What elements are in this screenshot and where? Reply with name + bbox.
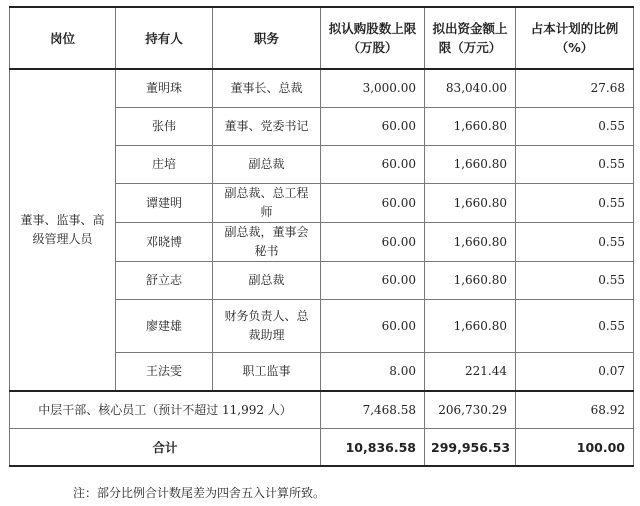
middle-staff-label: 中层干部、核心员工（预计不超过 11,992 人） — [10, 391, 321, 429]
holdings-table — [9, 6, 634, 467]
middle-ratio-cell: 68.92 — [516, 391, 634, 429]
footnote: 注：部分比例合计数尾差为四舍五入计算所致。 — [73, 486, 326, 500]
funds-cell: 1,660.80 — [425, 262, 516, 300]
total-shares-cell: 10,836.58 — [321, 429, 425, 467]
total-funds-cell: 299,956.53 — [425, 429, 516, 467]
total-ratio-cell: 100.00 — [516, 429, 634, 467]
title-cell: 职工监事 — [213, 353, 321, 392]
ratio-cell: 0.55 — [516, 262, 634, 300]
shares-cell: 60.00 — [321, 300, 425, 353]
shares-cell: 60.00 — [321, 146, 425, 184]
header-position: 岗位 — [10, 7, 116, 69]
holder-cell: 舒立志 — [116, 262, 213, 300]
holder-cell: 谭建明 — [116, 184, 213, 223]
total-label: 合计 — [10, 429, 321, 467]
title-cell: 董事、党委书记 — [213, 108, 321, 146]
middle-staff-row — [10, 391, 634, 429]
ratio-cell: 0.55 — [516, 300, 634, 353]
header-funds: 拟出资金额上限（万元） — [425, 7, 516, 69]
funds-cell: 221.44 — [425, 353, 516, 392]
title-cell: 财务负责人、总裁助理 — [213, 300, 321, 353]
header-row — [10, 7, 634, 69]
header-ratio: 占本计划的比例（%） — [516, 7, 634, 69]
title-cell: 副总裁，董事会秘书 — [213, 223, 321, 262]
middle-shares-cell: 7,468.58 — [321, 391, 425, 429]
header-holder: 持有人 — [116, 7, 213, 69]
middle-funds-cell: 206,730.29 — [425, 391, 516, 429]
ratio-cell: 0.55 — [516, 184, 634, 223]
shares-cell: 60.00 — [321, 108, 425, 146]
table-row — [10, 69, 634, 108]
ratio-cell: 0.55 — [516, 146, 634, 184]
funds-cell: 1,660.80 — [425, 108, 516, 146]
holder-cell: 张伟 — [116, 108, 213, 146]
funds-cell: 1,660.80 — [425, 146, 516, 184]
holder-cell: 庄培 — [116, 146, 213, 184]
ratio-cell: 0.55 — [516, 223, 634, 262]
header-title: 职务 — [213, 7, 321, 69]
title-cell: 副总裁 — [213, 262, 321, 300]
holder-cell: 邓晓博 — [116, 223, 213, 262]
funds-cell: 1,660.80 — [425, 223, 516, 262]
shares-cell: 8.00 — [321, 353, 425, 392]
ratio-cell: 0.07 — [516, 353, 634, 392]
ratio-cell: 0.55 — [516, 108, 634, 146]
funds-cell: 1,660.80 — [425, 184, 516, 223]
shares-cell: 60.00 — [321, 262, 425, 300]
shares-cell: 60.00 — [321, 223, 425, 262]
title-cell: 董事长、总裁 — [213, 69, 321, 108]
title-cell: 副总裁 — [213, 146, 321, 184]
shares-cell: 60.00 — [321, 184, 425, 223]
holder-cell: 廖建雄 — [116, 300, 213, 353]
group-label: 董事、监事、高级管理人员 — [10, 69, 116, 391]
ratio-cell: 27.68 — [516, 69, 634, 108]
holder-cell: 董明珠 — [116, 69, 213, 108]
funds-cell: 1,660.80 — [425, 300, 516, 353]
header-shares: 拟认购股数上限（万股） — [321, 7, 425, 69]
holdings-table-container — [9, 6, 633, 467]
holder-cell: 王法雯 — [116, 353, 213, 392]
total-row — [10, 429, 634, 467]
title-cell: 副总裁、总工程师 — [213, 184, 321, 223]
shares-cell: 3,000.00 — [321, 69, 425, 108]
funds-cell: 83,040.00 — [425, 69, 516, 108]
